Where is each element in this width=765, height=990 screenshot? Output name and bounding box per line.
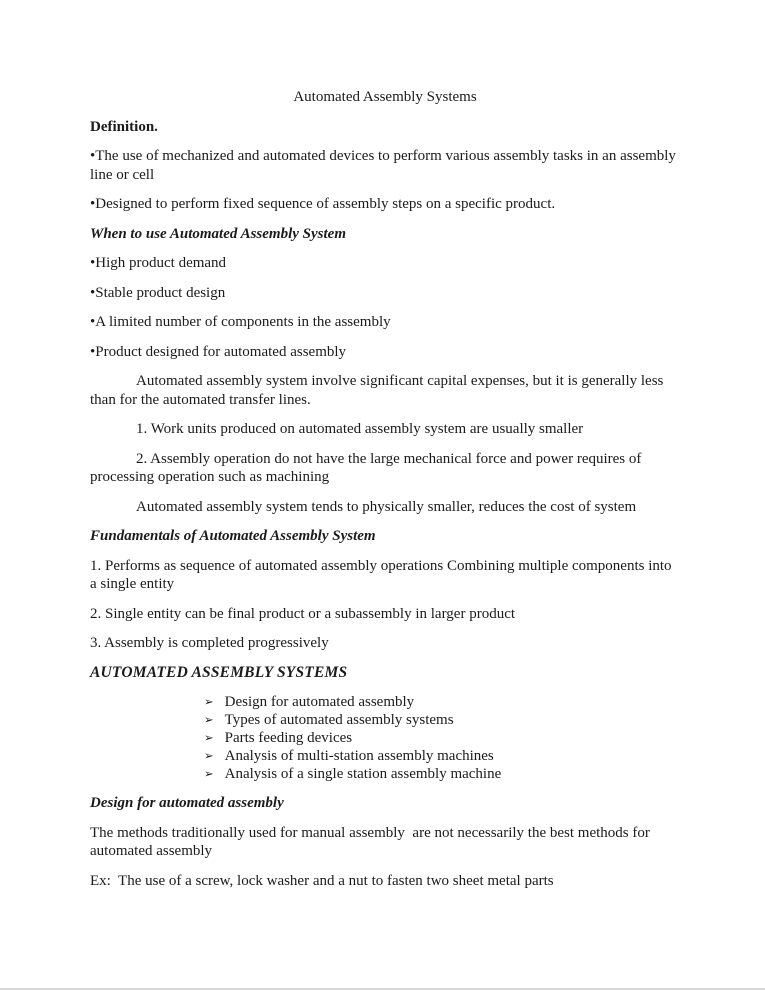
numbered-item: 3. Assembly is completed progressively [90, 635, 329, 651]
indented-paragraph: Automated assembly system tends to physically smaller, reduces the cost of system [136, 498, 637, 515]
arrow-bullet-icon: ➢ [204, 712, 214, 727]
indented-paragraph: 1. Work units produced on automated assembly system are usually smaller [136, 421, 584, 437]
arrow-bullet-icon: ➢ [204, 748, 214, 763]
bullet-item: •A limited number of components in the assembly [90, 314, 391, 330]
when-to-use-heading: When to use Automated Assembly System [90, 225, 346, 242]
topic-item [204, 711, 680, 729]
arrow-bullet-icon: ➢ [204, 730, 214, 745]
topic-text: Analysis of a single station assembly machine [224, 766, 502, 782]
topics-list [204, 693, 680, 783]
bullet-item: •High product demand [90, 255, 227, 271]
paragraph: The methods traditionally used for manual assembly are not necessarily the best methods for automated assembly [90, 824, 654, 859]
bullet-item: •Designed to perform fixed sequence of assembly steps on a specific product. [90, 196, 556, 212]
topic-text: Design for automated assembly [224, 694, 415, 710]
numbered-item: 2. Single entity can be final product or a subassembly in larger product [90, 605, 516, 622]
topic-item [204, 729, 680, 747]
definition-heading: Definition. [90, 118, 158, 135]
indented-paragraph: Automated assembly system involve significant capital expenses, but it is generally less than for the automated transfer lines. [90, 373, 668, 408]
topic-text: Types of automated assembly systems [224, 712, 454, 728]
paragraph: Ex: The use of a screw, lock washer and a nut to fasten two sheet metal parts [90, 872, 554, 889]
topic-text: Analysis of multi-station assembly machines [224, 748, 494, 764]
arrow-bullet-icon: ➢ [204, 766, 214, 781]
numbered-item: 1. Performs as sequence of automated assembly operations Combining multiple components into a single entity [90, 557, 676, 592]
automated-assembly-systems-heading: AUTOMATED ASSEMBLY SYSTEMS [90, 663, 348, 681]
bullet-item: •The use of mechanized and automated devices to perform various assembly tasks in an assembly line or cell [90, 148, 680, 183]
document-title: Automated Assembly Systems [293, 89, 477, 105]
topic-text: Parts feeding devices [224, 730, 353, 746]
bullet-item: •Product designed for automated assembly [90, 343, 347, 360]
bullet-item: •Stable product design [90, 284, 226, 301]
topic-item [204, 693, 680, 711]
design-heading: Design for automated assembly [90, 795, 284, 811]
fundamentals-heading: Fundamentals of Automated Assembly System [90, 528, 376, 544]
topic-item [204, 765, 680, 783]
arrow-bullet-icon: ➢ [204, 694, 214, 709]
indented-paragraph: 2. Assembly operation do not have the large mechanical force and power requires of processing operation such as machining [90, 450, 646, 485]
topic-item [204, 747, 680, 765]
